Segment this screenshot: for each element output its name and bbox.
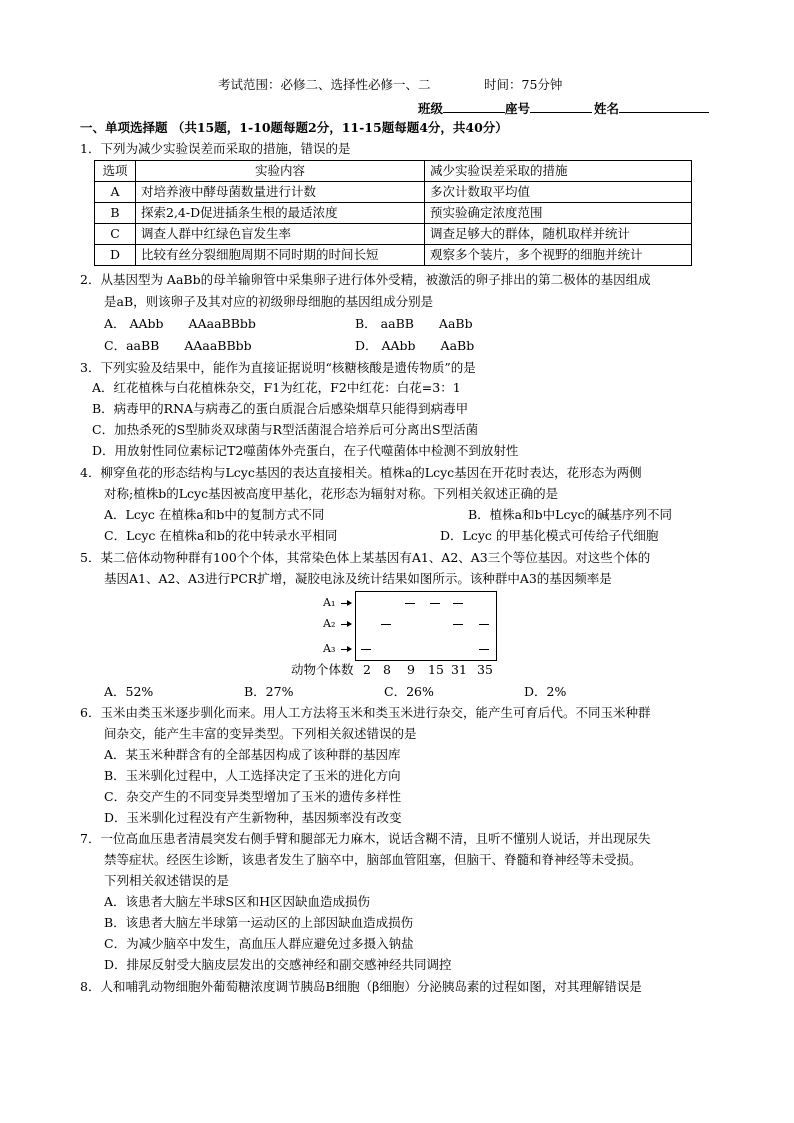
arrow-icon [341,624,351,625]
gel-label-a1: A₁ [323,596,336,609]
q6-option-b: B．玉米驯化过程中，人工选择决定了玉米的进化方向 [104,768,401,783]
name-blank [619,98,709,113]
student-info [418,98,709,117]
q2-option-a: A． AAbb AAaaBBbb [104,316,256,331]
exam-range: 考试范围：必修二、选择性必修一、二 [218,77,431,92]
q7-option-c: C．为减少脑卒中发生，高血压人群应避免过多摄入钠盐 [104,936,414,951]
q7-option-a: A．该患者大脑左半球S区和H区因缺血造成损伤 [104,894,370,909]
exam-time: 时间：75分钟 [484,77,563,92]
section-title: 一、单项选择题 （共15题，1-10题每题2分，11-15题每题4分，共40分） [80,120,508,135]
gel-label-a3: A₃ [323,642,336,655]
gel-label-a2: A₂ [323,617,336,630]
gel-band [405,603,415,604]
q6-stem-cont: 间杂交，能产生丰富的变异类型。下列相关叙述错误的是 [104,726,417,741]
q3-option-b: B．病毒甲的RNA与病毒乙的蛋白质混合后感染烟草只能得到病毒甲 [92,401,469,416]
q3-option-c: C．加热杀死的S型肺炎双球菌与R型活菌混合培养后可分离出S型活菌 [92,422,479,437]
gel-count: 15 [428,662,444,677]
table-row [95,224,692,245]
q2-stem: 2．从基因型为 AaBb的母羊输卵管中采集卵子进行体外受精，被激活的卵子排出的第二极体的基因组成 [80,272,651,287]
gel-count: 31 [451,662,467,677]
q5-option-d: D．2% [524,684,567,699]
gel-count: 8 [383,662,391,677]
table-cell: A [95,182,136,203]
q1-table [94,160,692,266]
q7-option-b: B．该患者大脑左半球第一运动区的上部因缺血造成损伤 [104,915,414,930]
q1-stem: 1．下列为减少实验误差而采取的措施，错误的是 [80,141,351,156]
q7-option-d: D．排尿反射受大脑皮层发出的交感神经和副交感神经共同调控 [104,957,452,972]
q5-stem-cont: 基因A1、A2、A3进行PCR扩增，凝胶电泳及统计结果如图所示。该种群中A3的基因频率是 [104,571,612,586]
q8-stem: 8．人和哺乳动物细胞外葡萄糖浓度调节胰岛B细胞（β细胞）分泌胰岛素的过程如图，对其理解错误是 [80,979,642,994]
q5-option-b: B．27% [244,684,294,699]
table-header-row [95,161,692,182]
q2-stem-cont: 是aB，则该卵子及其对应的初级卵母细胞的基因组成分别是 [104,294,434,309]
q7-stem-cont: 禁等症状。经医生诊断，该患者发生了脑卒中，脑部血管阻塞，但脑干、脊髓和脊神经等未受损。 [104,852,642,867]
q4-option-d: D．Lcyc 的甲基化模式可传给子代细胞 [440,528,659,543]
q4-stem-cont: 对称;植株b的Lcyc基因被高度甲基化，花形态为辐射对称。下列相关叙述正确的是 [104,486,559,501]
name-label: 姓名 [594,101,620,116]
table-cell: 预实验确定浓度范围 [425,203,692,224]
gel-band [453,603,463,604]
gel-count: 9 [407,662,415,677]
q2-option-d: D． AAbb AaBb [355,338,475,353]
q5-option-a: A．52% [104,684,154,699]
q4-option-b: B．植株a和b中Lcyc的碱基序列不同 [468,507,673,522]
seat-blank [530,98,592,113]
gel-count: 2 [363,662,371,677]
table-row [95,245,692,266]
table-cell: 调查足够大的群体，随机取样并统计 [425,224,692,245]
q5-stem: 5．某二倍体动物种群有100个个体，其常染色体上某基因有A1、A2、A3三个等位基因。对这些个体的 [80,550,651,565]
table-cell: 多次计数取平均值 [425,182,692,203]
seat-label: 座号 [505,101,531,116]
arrow-icon [341,603,351,604]
gel-count: 35 [477,662,493,677]
table-header: 减少实验误差采取的措施 [425,161,692,182]
table-header: 选项 [95,161,136,182]
q2-option-c: C．aaBB AAaaBBbb [104,338,252,353]
q6-option-a: A．某玉米种群含有的全部基因构成了该种群的基因库 [104,747,401,762]
table-cell: D [95,245,136,266]
gel-box [355,591,497,661]
q6-stem: 6．玉米由类玉米逐步驯化而来。用人工方法将玉米和类玉米进行杂交，能产生可育后代。不同玉米种群 [80,705,651,720]
gel-band [479,624,489,625]
q7-stem-cont2: 下列相关叙述错误的是 [104,873,230,888]
table-cell: B [95,203,136,224]
gel-xlabel: 动物个体数 [291,662,354,677]
q3-option-d: D．用放射性同位素标记T2噬菌体外壳蛋白，在子代噬菌体中检测不到放射性 [92,443,519,458]
gel-band [361,649,371,650]
table-cell: 观察多个装片，多个视野的细胞并统计 [425,245,692,266]
q6-option-c: C．杂交产生的不同变异类型增加了玉米的遗传多样性 [104,789,402,804]
table-cell: C [95,224,136,245]
q4-option-a: A．Lcyc 在植株a和b中的复制方式不同 [104,507,325,522]
table-row [95,203,692,224]
class-label: 班级 [418,101,444,116]
table-header: 实验内容 [136,161,425,182]
gel-band [381,624,391,625]
table-cell: 探索2,4-D促进插条生根的最适浓度 [136,203,425,224]
class-blank [443,98,505,113]
q3-stem: 3．下列实验及结果中，能作为直接证据说明“核糖核酸是遗传物质”的是 [80,360,476,375]
table-row [95,182,692,203]
q6-option-d: D．玉米驯化过程没有产生新物种，基因频率没有改变 [104,810,402,825]
arrow-icon [341,649,351,650]
table-cell: 调查人群中红绿色盲发生率 [136,224,425,245]
q2-option-b: B． aaBB AaBb [355,316,473,331]
table-cell: 对培养液中酵母菌数量进行计数 [136,182,425,203]
gel-band [430,603,440,604]
q3-option-a: A．红花植株与白花植株杂交，F1为红花，F2中红花：白花=3：1 [92,380,461,395]
gel-band [453,624,463,625]
q7-stem: 7．一位高血压患者清晨突发右侧手臂和腿部无力麻木，说话含糊不清，且听不懂别人说话，并出现尿失 [80,831,651,846]
q4-stem: 4．柳穿鱼花的形态结构与Lcyc基因的表达直接相关。植株a的Lcyc基因在开花时表达，花形态为两侧 [80,465,642,480]
gel-band [479,649,489,650]
q5-option-c: C．26% [384,684,434,699]
table-cell: 比较有丝分裂细胞周期不同时期的时间长短 [136,245,425,266]
q4-option-c: C．Lcyc 在植株a和b的花中转录水平相同 [104,528,338,543]
